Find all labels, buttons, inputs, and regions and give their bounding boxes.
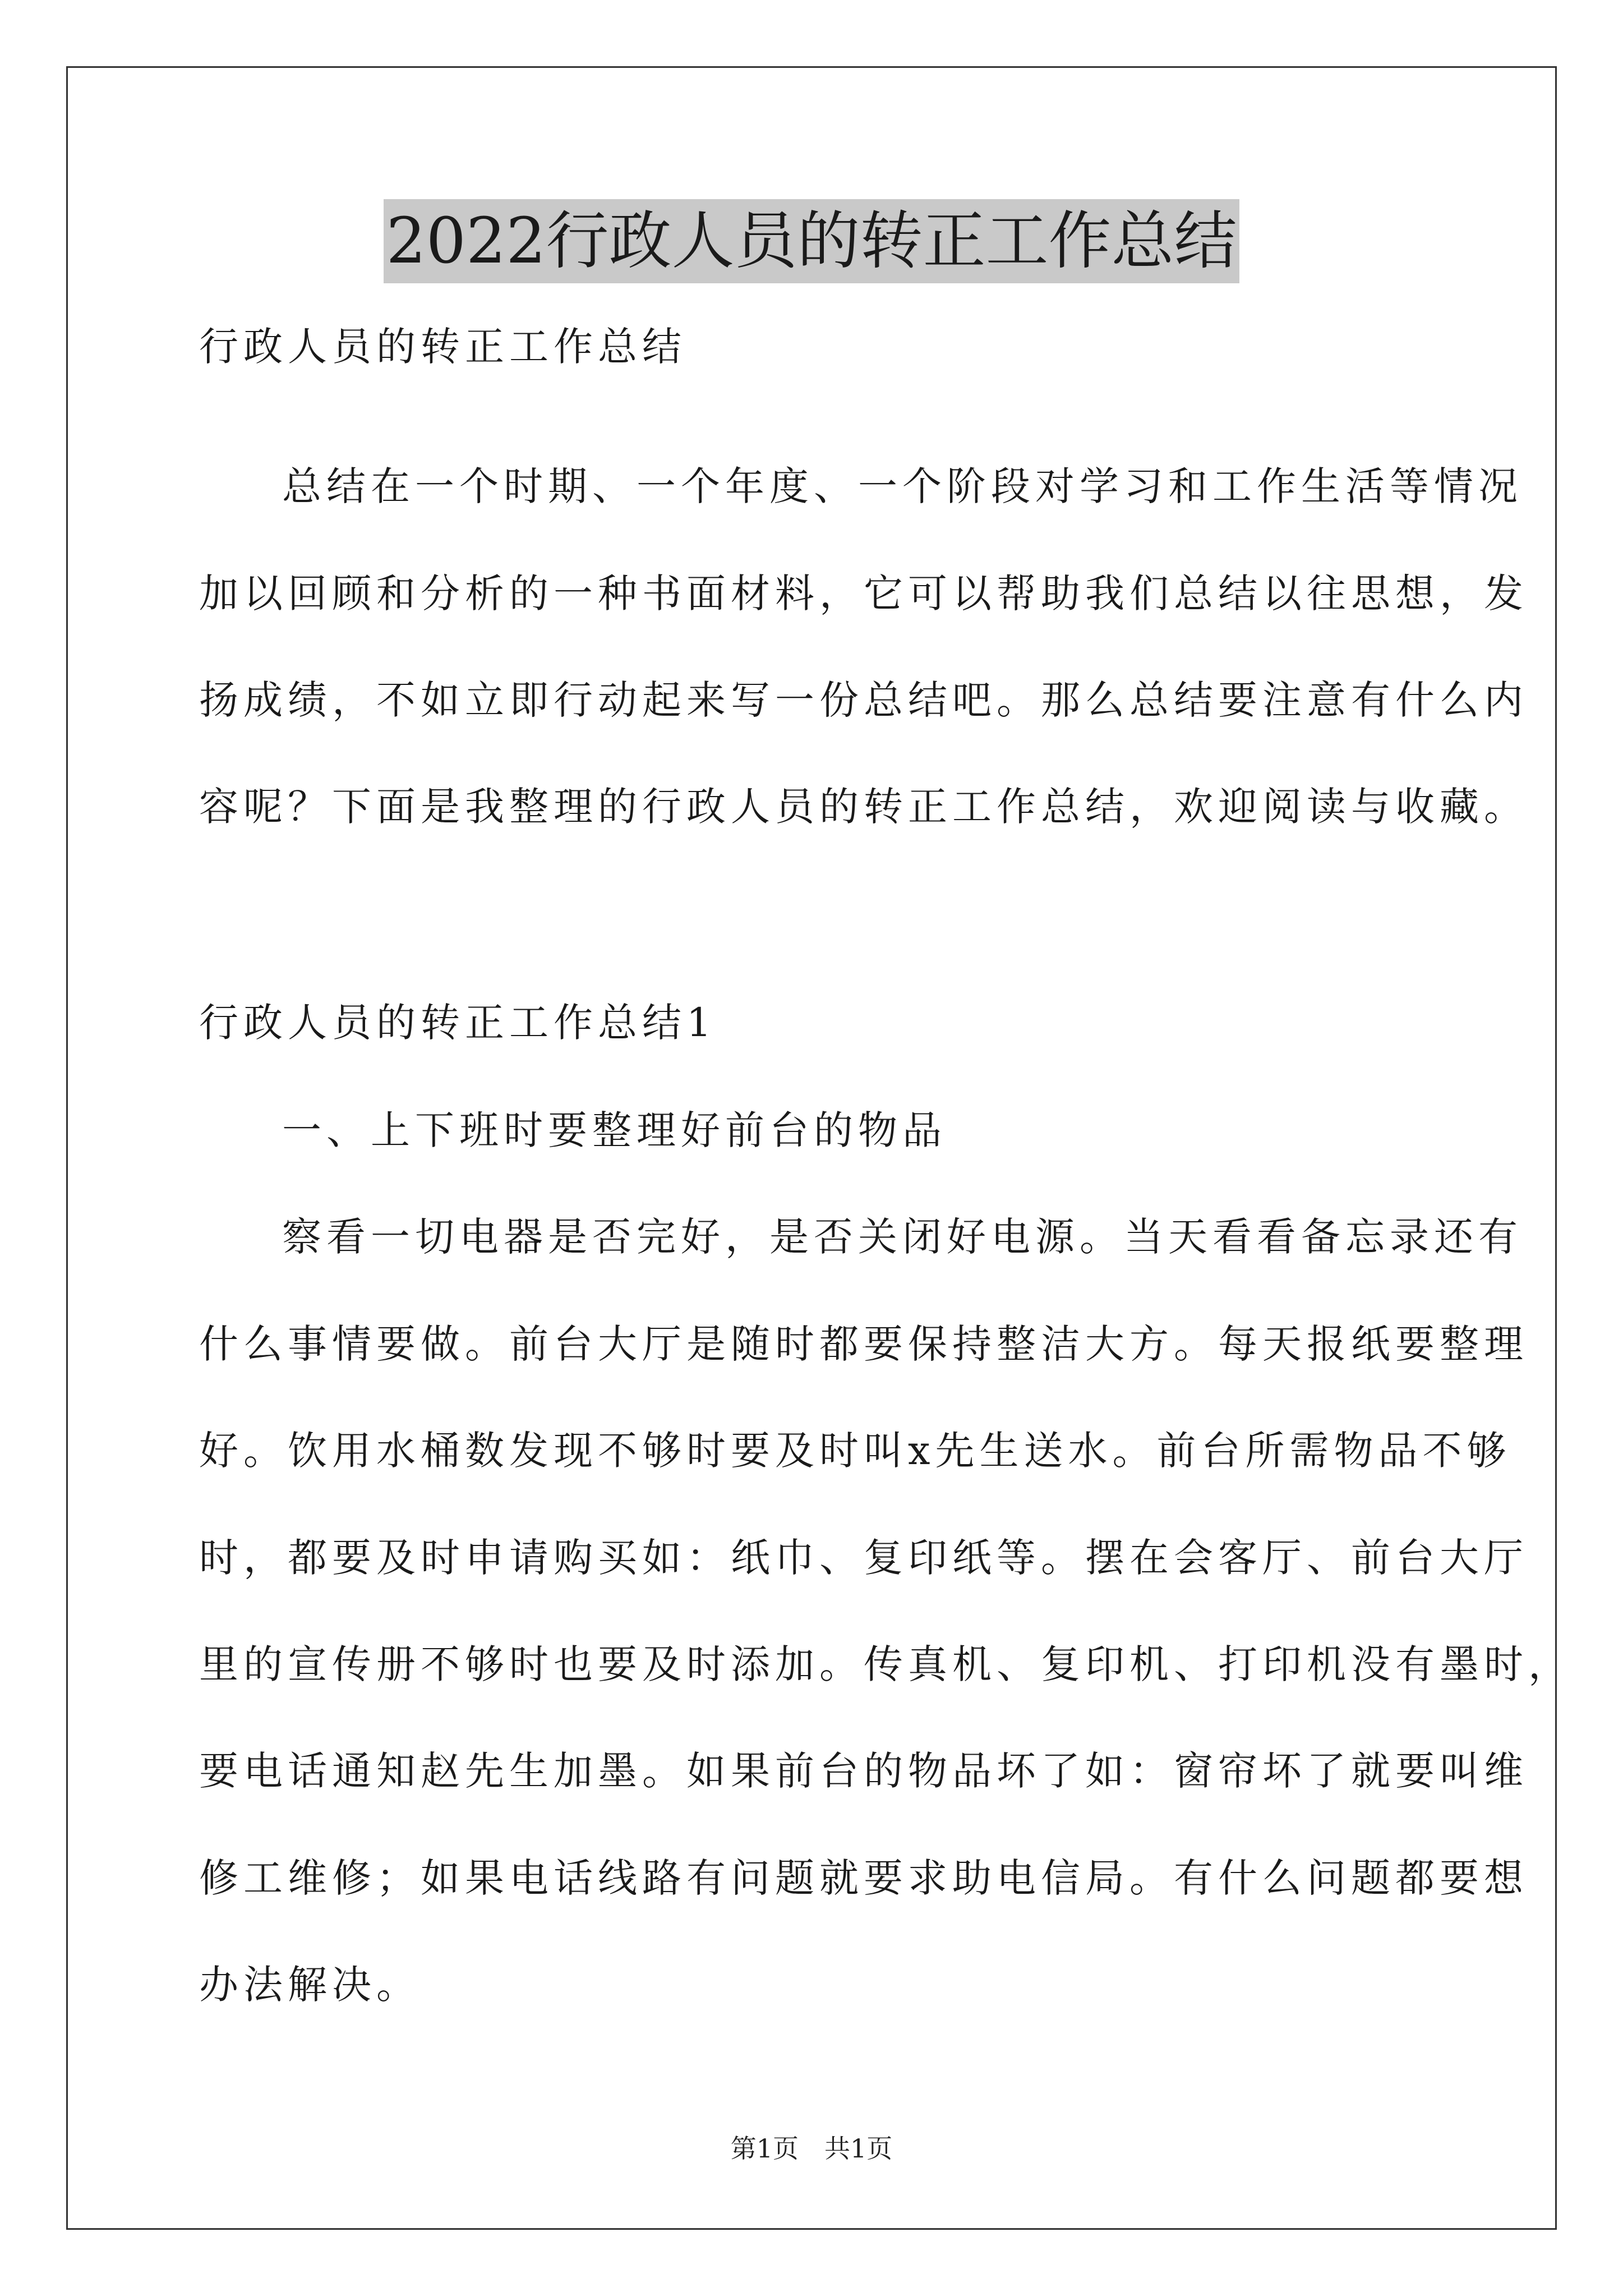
document-title-text: 2022行政人员的转正工作总结 (384, 199, 1239, 283)
body-line: 要电话通知赵先生加墨。如果前台的物品坏了如：窗帘坏了就要叫维 (199, 1748, 1528, 1794)
body-line: 时，都要及时申请购买如：纸巾、复印纸等。摆在会客厅、前台大厅 (199, 1535, 1528, 1581)
intro-line: 容呢？下面是我整理的行政人员的转正工作总结，欢迎阅读与收藏。 (199, 784, 1528, 830)
document-title (0, 199, 1623, 283)
intro-line: 总结在一个时期、一个年度、一个阶段对学习和工作生活等情况 (282, 463, 1523, 509)
body-line: 好。饮用水桶数发现不够时要及时叫x先生送水。前台所需物品不够 (199, 1428, 1511, 1474)
section-heading: 行政人员的转正工作总结1 (199, 1000, 717, 1046)
body-line: 办法解决。 (199, 1962, 421, 2008)
body-line: 修工维修；如果电话线路有问题就要求助电信局。有什么问题都要想 (199, 1855, 1528, 1901)
intro-line: 加以回顾和分析的一种书面材料，它可以帮助我们总结以往思想，发 (199, 570, 1528, 616)
body-line: 察看一切电器是否完好，是否关闭好电源。当天看看备忘录还有 (282, 1214, 1523, 1260)
subsection-heading: 一、上下班时要整理好前台的物品 (282, 1107, 947, 1153)
body-line: 里的宣传册不够时也要及时添加。传真机、复印机、打印机没有墨时， (199, 1641, 1573, 1687)
subtitle: 行政人员的转正工作总结 (199, 324, 686, 370)
page-number-footer: 第1页 共1页 (730, 2133, 893, 2164)
intro-line: 扬成绩，不如立即行动起来写一份总结吧。那么总结要注意有什么内 (199, 677, 1528, 723)
body-line: 什么事情要做。前台大厅是随时都要保持整洁大方。每天报纸要整理 (199, 1321, 1528, 1367)
